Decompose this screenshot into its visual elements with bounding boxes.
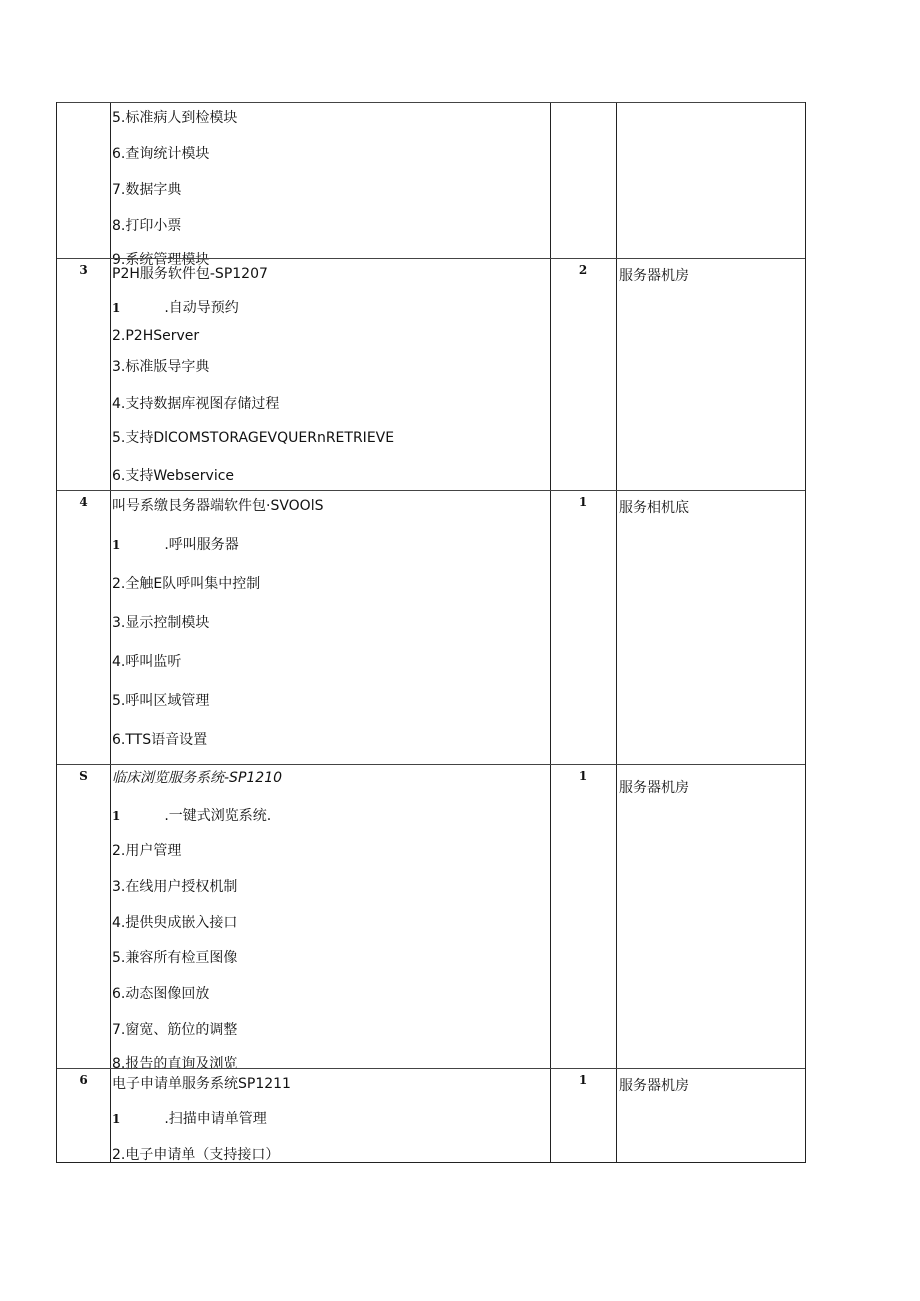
list-item: 1 .一键式浏览系统. bbox=[112, 808, 272, 824]
list-item: 8.打印小票 bbox=[112, 218, 182, 234]
row-location: 服务器机房 bbox=[619, 268, 689, 284]
row-quantity: 1 bbox=[578, 769, 588, 783]
row-quantity: 1 bbox=[578, 1073, 588, 1087]
list-item: 2.用户管理 bbox=[112, 843, 182, 859]
row-index: 3 bbox=[79, 263, 88, 277]
table-row bbox=[57, 1068, 805, 1163]
equipment-table bbox=[56, 102, 806, 1163]
table-row bbox=[57, 490, 805, 764]
list-item: 2.全触E队呼叫集中控制 bbox=[112, 576, 261, 592]
list-item: 8.报告的直询及浏览 bbox=[112, 1056, 238, 1072]
list-item: 7.窗宽、筋位的调整 bbox=[112, 1022, 238, 1038]
list-item: 4.提供臾成嵌入接口 bbox=[112, 915, 238, 931]
row-index: S bbox=[79, 769, 88, 783]
list-item: 7.数据字典 bbox=[112, 182, 182, 198]
list-item: 5.兼容所有检亘图像 bbox=[112, 950, 238, 966]
list-item: 3.显示控制模块 bbox=[112, 615, 210, 631]
list-item: 2.P2HServer bbox=[112, 328, 200, 344]
row-quantity: 2 bbox=[578, 263, 588, 277]
table-row bbox=[57, 764, 805, 1072]
list-item: 4.支持数据库视图存储过程 bbox=[112, 396, 280, 412]
table-row bbox=[57, 258, 805, 490]
item-title: P2H服务软件包-SP1207 bbox=[112, 266, 268, 282]
list-item: 6.TTS语音设置 bbox=[112, 732, 208, 748]
list-item: 1 .呼叫服务器 bbox=[112, 537, 239, 553]
row-location: 服务器机房 bbox=[619, 1078, 689, 1094]
row-location: 服务相机底 bbox=[619, 500, 689, 516]
row-index: 4 bbox=[79, 495, 88, 509]
item-title: 临床浏览服务系统-SP1210 bbox=[112, 770, 283, 786]
table-row bbox=[57, 102, 805, 268]
list-item: 6.动态图像回放 bbox=[112, 986, 210, 1002]
list-item: 3.标准版导字典 bbox=[112, 359, 210, 375]
list-item: 5.支持DlCOMSTORAGEVQUERnRETRIEVE bbox=[112, 430, 395, 446]
list-item: 3.在线用户授权机制 bbox=[112, 879, 238, 895]
row-location: 服务器机房 bbox=[619, 780, 689, 796]
row-quantity: 1 bbox=[578, 495, 588, 509]
list-item: 4.呼叫监听 bbox=[112, 654, 182, 670]
row-index: 6 bbox=[79, 1073, 88, 1087]
list-item: 5.呼叫区域管理 bbox=[112, 693, 210, 709]
list-item: 6.支持Webservice bbox=[112, 468, 235, 484]
list-item: 9.系统管理模块 bbox=[112, 252, 210, 268]
list-item: 1 .自动导预约 bbox=[112, 300, 239, 316]
list-item: 6.查询统计模块 bbox=[112, 146, 210, 162]
list-item: 2.电子申请单（支持接口） bbox=[112, 1147, 280, 1163]
item-title: 电子申请单服务系统SP1211 bbox=[112, 1076, 291, 1092]
item-title: 叫号系缴艮务器端软件包·SVOOlS bbox=[112, 498, 324, 514]
list-item: 5.标准病人到检模块 bbox=[112, 110, 238, 126]
list-item: 1 .扫描申请单管理 bbox=[112, 1111, 267, 1127]
